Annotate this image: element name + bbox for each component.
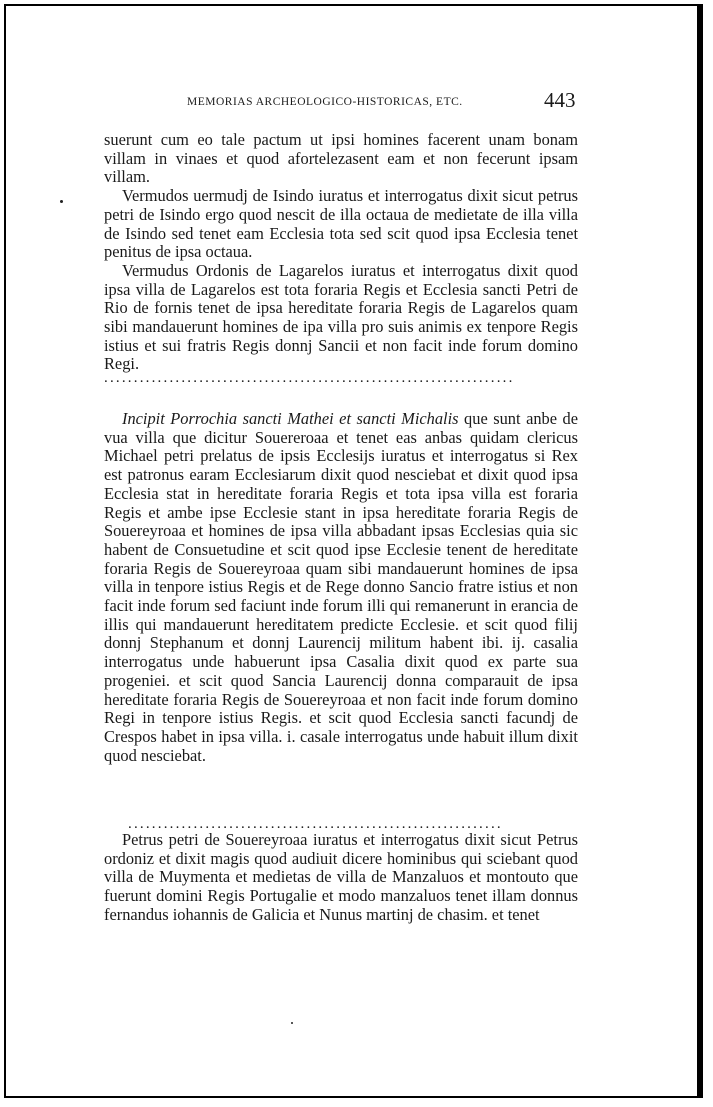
ellipsis-divider-1: ..................................................................... — [104, 373, 515, 385]
paper-speck — [60, 200, 63, 203]
paper-speck — [291, 1022, 293, 1024]
paragraph-porrochia — [104, 410, 578, 765]
ellipsis-divider-2: ............................................................... — [128, 819, 503, 831]
paragraph-porrochia-body: que sunt anbe de vua villa que dicitur Souereroaa et tenet eas anbas quidam clericus Michael petri prelatus de ipsis Ecclesijs iuratus et interrogatus si Rex est patronus earam Ecclesiarum dixit quod nesciebat et dixit quod ipsa Ecclesia stat in hereditate foraria Regis et tota ipsa villa est foraria Regis et ambe ipse Ecclesie stant in ipsa hereditate foraria Regis de Souereyroaa et homines de ipsa villa abbadant ipsas Ecclesias quia sic habent de Consuetudine et scit quod ipse Ecclesie tenent de hereditate foraria Regis de Souereyroaa quam sibi mandauerunt homines de ipsa villa in tenpore istius Regis et de Rege donno Sancio fratre istius et non facit inde forum sed faciunt inde forum illi qui remanerunt in erancia de illis qui mandauerunt hereditatem predicte Ecclesie. et scit quod filij donnj Stephanum et donnj Laurencij militum habent ibi. ij. casalia interrogatus unde habuerunt ipsa Casalia dixit quod ex parte sua progeniei. et scit quod Sancia Laurencij donna comparauit de ipsa hereditate foraria Regis de Souereyroaa et non facit inde forum domino Regi in tenpore istius Regis. et scit quod Ecclesia sancti facundj de Crespos habet in ipsa villa. i. casale interrogatus unde habuit illum dixit quod nesciebat. — [104, 409, 578, 765]
text-block-2 — [104, 410, 578, 765]
paragraph-vermudos: Vermudos uermudj de Isindo iuratus et interrogatus dixit sicut petrus petri de Isindo ergo quod nescit de illa octaua de medietate de illa villa de Isindo sed tenet eam Ecclesia tota sed scit quod ipsa Ecclesia tenet penitus de ipsa octaua. — [104, 186, 578, 262]
paragraph-1: suerunt cum eo tale pactum ut ipsi homines facerent unam bonam villam in vinaes et quod afortelezasent eam et non fecerunt ipsam villam. — [104, 130, 578, 187]
text-block-3 — [104, 831, 578, 925]
page-number: 443 — [544, 88, 576, 112]
paragraph-vermudus-ordonis: Vermudus Ordonis de Lagarelos iuratus et interrogatus dixit quod ipsa villa de Lagarelos est tota foraria Regis et Ecclesia sancti Petri de Rio de fornis tenet de ipsa hereditate foraria Regis de Lagarelos quam sibi mandauerunt homines de ipa villa pro suis animis ex tenpore Regis istius et sui fratris Regis donnj Sancii et non facit inde forum domino Regi. — [104, 260, 578, 374]
paragraph-petrus-petri: Petrus petri de Souereyroaa iuratus et interrogatus dixit sicut Petrus ordoniz et dixit magis quod audiuit dicere hominibus qui sciebant quod villa de Muymenta et medietas de villa de Manzaluos et montouto que fuerunt domini Regis Portugalie et modo manzaluos tenet illam donnus fernandus iohannis de Galicia et Nunus martinj de chasim. et tenet — [104, 830, 578, 924]
section-heading-italic: Incipit Porrochia sancti Mathei et sancti Michalis — [122, 409, 459, 428]
running-title: MEMORIAS ARCHEOLOGICO-HISTORICAS, ETC. — [187, 96, 463, 108]
text-block-1 — [104, 131, 578, 374]
